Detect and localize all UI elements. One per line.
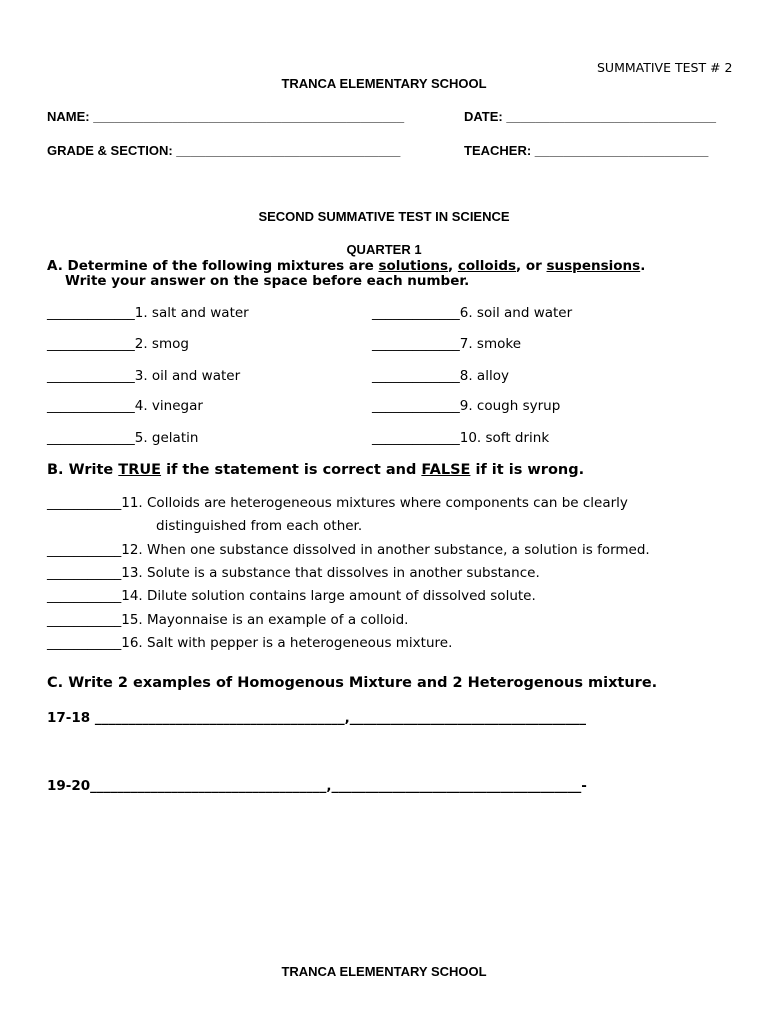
list-item[interactable]: ___________12. When one substance dissolved in another substance, a solution is formed. [47, 542, 650, 558]
test-title: SECOND SUMMATIVE TEST IN SCIENCE [258, 209, 510, 224]
footer-school-name: TRANCA ELEMENTARY SCHOOL [281, 964, 487, 979]
option-colloids: colloids [457, 258, 517, 274]
list-item[interactable]: _____________9. cough syrup [372, 398, 561, 414]
test-number-label: SUMMATIVE TEST # 2 [597, 60, 733, 75]
list-item[interactable]: _____________3. oil and water [47, 368, 241, 384]
section-a-instruction-line2: Write your answer on the space before each number. [65, 273, 470, 289]
option-solutions: solutions [378, 258, 449, 274]
section-c-instruction: C. Write 2 examples of Homogenous Mixture and 2 Heterogenous mixture. [47, 675, 658, 691]
list-item[interactable]: _____________4. vinegar [47, 398, 203, 414]
answer-line-19-20[interactable]: 19-20___________________________________,_____________________________________- [47, 778, 587, 794]
list-item[interactable]: ___________14. Dilute solution contains large amount of dissolved solute. [47, 588, 536, 604]
list-item[interactable]: ___________15. Mayonnaise is an example of a colloid. [47, 612, 409, 628]
name-field[interactable]: NAME: ___________________________________________ [47, 109, 405, 124]
date-field[interactable]: DATE: _____________________________ [464, 109, 717, 124]
list-item[interactable]: _____________10. soft drink [372, 430, 550, 446]
list-item[interactable]: _____________1. salt and water [47, 305, 249, 321]
grade-section-field[interactable]: GRADE & SECTION: _______________________________ [47, 143, 401, 158]
list-item[interactable]: _____________6. soil and water [372, 305, 573, 321]
list-item-continuation: distinguished from each other. [156, 518, 363, 534]
section-b-instruction: B. Write TRUE if the statement is correct and FALSE if it is wrong. [47, 462, 585, 478]
section-a-instruction: A. Determine of the following mixtures are solutions, colloids, or suspensions. [47, 258, 646, 274]
list-item[interactable]: ___________11. Colloids are heterogeneous mixtures where components can be clearly [47, 495, 628, 511]
list-item[interactable]: _____________7. smoke [372, 336, 522, 352]
answer-line-17-18[interactable]: 17-18 _____________________________________,___________________________________ [47, 710, 587, 726]
list-item[interactable]: _____________2. smog [47, 336, 189, 352]
option-suspensions: suspensions [546, 258, 641, 274]
quarter-label: QUARTER 1 [346, 242, 422, 257]
true-word: TRUE [118, 462, 162, 478]
teacher-field[interactable]: TEACHER: ________________________ [464, 143, 709, 158]
list-item[interactable]: _____________8. alloy [372, 368, 509, 384]
list-item[interactable]: _____________5. gelatin [47, 430, 199, 446]
false-word: FALSE [421, 462, 471, 478]
list-item[interactable]: ___________13. Solute is a substance that dissolves in another substance. [47, 565, 540, 581]
school-name: TRANCA ELEMENTARY SCHOOL [281, 76, 487, 91]
list-item[interactable]: ___________16. Salt with pepper is a heterogeneous mixture. [47, 635, 453, 651]
